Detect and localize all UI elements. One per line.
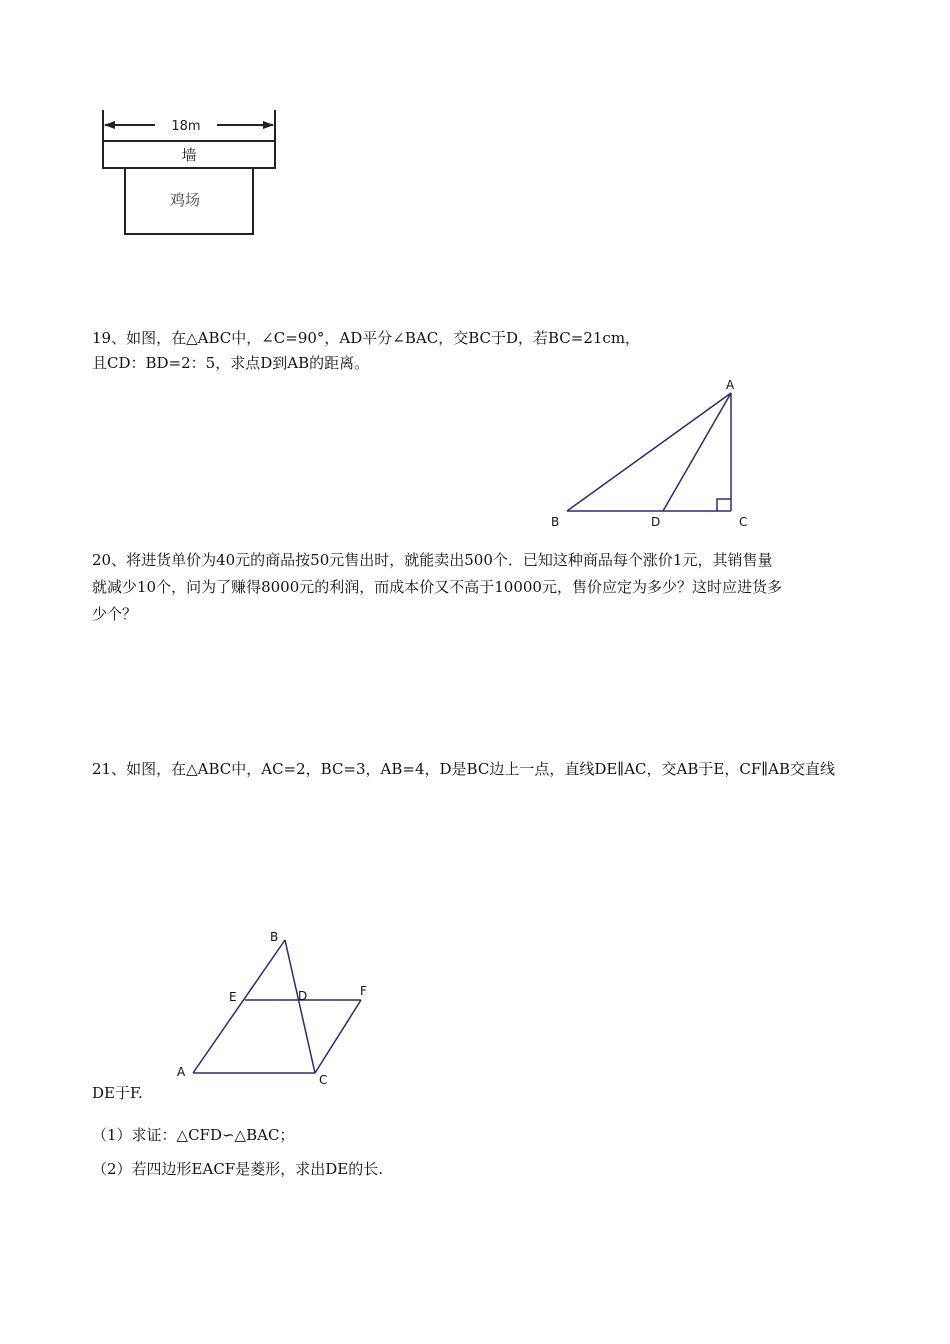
q21-segment-cf xyxy=(315,1000,361,1073)
q21-line2: DE于F. xyxy=(92,1084,143,1102)
q19-line1: 19、如图，在△ABC中，∠C=90°，AD平分∠BAC，交BC于D，若BC=21cm， xyxy=(92,329,641,347)
q20-line2: 就减少10个，问为了赚得8000元的利润，而成本价又不高于10000元，售价应定为多少？这时应进货多 xyxy=(92,578,782,596)
wall-label: 墙 xyxy=(181,146,197,164)
q21-side-ab xyxy=(193,940,285,1073)
q21-label-d: D xyxy=(298,989,308,1003)
q19-triangle-figure xyxy=(545,375,760,535)
q19-right-angle-mark xyxy=(717,499,731,511)
q21-label-b: B xyxy=(270,930,279,944)
q19-label-a: A xyxy=(726,378,735,392)
q21-line1: 21、如图，在△ABC中，AC=2，BC=3，AB=4，D是BC边上一点，直线DE∥AC，交AB于E，CF∥AB交直线 xyxy=(92,760,836,778)
dimension-arrow-left xyxy=(104,121,115,129)
coop-figure xyxy=(95,105,285,240)
q21-part1: （1）求证：△CFD∽△BAC； xyxy=(92,1126,295,1144)
q21-label-f: F xyxy=(360,984,367,998)
q21-label-e: E xyxy=(229,990,237,1004)
q20-line1: 20、将进货单价为40元的商品按50元售出时，就能卖出500个．已知这种商品每个涨价1元，其销售量 xyxy=(92,551,773,569)
q21-parallelogram-figure xyxy=(170,925,385,1090)
dimension-arrow-right xyxy=(263,121,274,129)
q19-label-b: B xyxy=(551,515,560,529)
q21-part2: （2）若四边形EACF是菱形，求出DE的长. xyxy=(92,1160,383,1178)
q19-side-ba xyxy=(567,393,731,511)
q19-label-c: C xyxy=(739,515,748,529)
q19-label-d: D xyxy=(651,515,661,529)
dimension-label: 18m xyxy=(171,119,201,134)
q21-side-bc xyxy=(285,940,315,1073)
q19-segment-ad xyxy=(663,393,731,511)
q21-label-a: A xyxy=(177,1065,186,1079)
q20-line3: 少个？ xyxy=(92,605,138,623)
q21-label-c: C xyxy=(319,1073,328,1087)
coop-label: 鸡场 xyxy=(169,191,201,209)
q19-line2: 且CD：BD=2：5，求点D到AB的距离。 xyxy=(92,354,370,372)
